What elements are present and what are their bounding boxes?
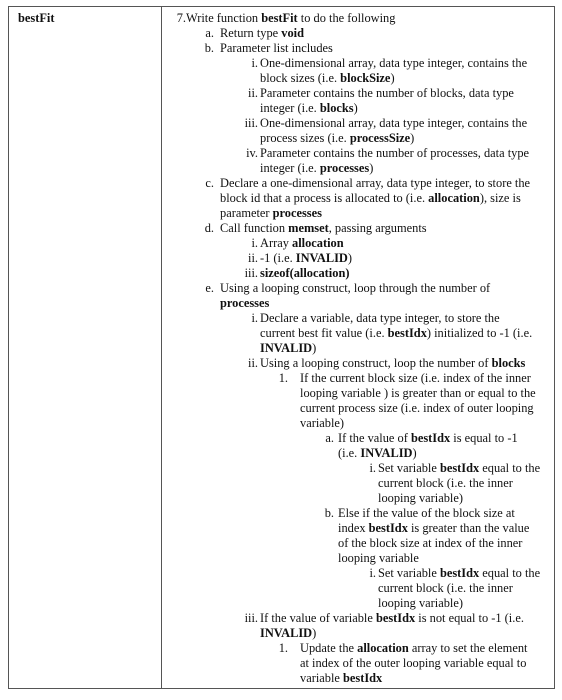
instruction-line: Parameter list includes (220, 41, 333, 55)
instruction-line: block sizes (i.e. blockSize) (260, 71, 395, 85)
list-marker: iii. (244, 611, 258, 625)
list-marker: i. (369, 566, 376, 580)
instruction-line: (i.e. INVALID) (338, 446, 417, 460)
instruction-line: Using a looping construct, loop through the number of (220, 281, 491, 295)
instruction-line: looping variable) (378, 596, 463, 610)
instruction-line: variable) (300, 416, 345, 430)
list-marker: c. (205, 176, 214, 190)
instruction-line: INVALID) (260, 626, 317, 640)
instruction-line: block id that a process is allocated to (i.e. allocation), size is (220, 191, 521, 205)
list-marker: i. (251, 56, 258, 70)
instruction-line: Set variable bestIdx equal to the (378, 461, 541, 475)
list-marker: e. (205, 281, 214, 295)
instruction-line: -1 (i.e. INVALID) (260, 251, 353, 265)
list-marker: a. (205, 26, 214, 40)
list-marker: b. (204, 41, 214, 55)
instruction-line: of the block size at index of the inner (338, 536, 523, 550)
list-marker: 1. (278, 641, 288, 655)
instruction-line: One-dimensional array, data type integer, contains the (260, 56, 528, 70)
instruction-line: Set variable bestIdx equal to the (378, 566, 541, 580)
instruction-line: Parameter contains the number of blocks, data type (260, 86, 514, 100)
instruction-line: current block (i.e. the inner (378, 581, 513, 595)
instruction-line: looping variable ) is greater than or equal to the (300, 386, 536, 400)
instruction-line: Call function memset, passing arguments (220, 221, 427, 235)
list-marker: a. (325, 431, 334, 445)
list-marker: i. (251, 311, 258, 325)
instruction-line: INVALID) (260, 341, 317, 355)
function-name-cell: bestFit (18, 11, 55, 25)
list-marker: ii. (248, 86, 258, 100)
instruction-line: Write function bestFit to do the following (186, 11, 396, 25)
list-marker: iii. (244, 266, 258, 280)
instructions-cell (162, 7, 554, 688)
list-marker: iv. (246, 146, 258, 160)
instruction-line: Parameter contains the number of processes, data type (260, 146, 530, 160)
instruction-line: looping variable (338, 551, 419, 565)
list-marker: i. (251, 236, 258, 250)
list-marker: ii. (248, 251, 258, 265)
instruction-line: process sizes (i.e. processSize) (260, 131, 415, 145)
instruction-line: integer (i.e. processes) (260, 161, 374, 175)
instruction-line: Declare a variable, data type integer, to store the (260, 311, 500, 325)
instruction-line: current process size (i.e. index of outer looping (300, 401, 534, 415)
instruction-table (8, 6, 555, 689)
instruction-line: current block (i.e. the inner (378, 476, 513, 490)
instruction-line: index bestIdx is greater than the value (338, 521, 530, 535)
instruction-line: Declare a one-dimensional array, data type integer, to store the (220, 176, 531, 190)
list-marker: d. (204, 221, 214, 235)
instruction-line: Using a looping construct, loop the number of blocks (260, 356, 526, 370)
instruction-line: current best fit value (i.e. bestIdx) initialized to -1 (i.e. (260, 326, 533, 340)
instruction-line: Update the allocation array to set the element (300, 641, 528, 655)
instruction-line: Else if the value of the block size at (338, 506, 515, 520)
instruction-line: Return type void (220, 26, 304, 40)
list-marker: 1. (278, 371, 288, 385)
instruction-line: sizeof(allocation) (260, 266, 350, 280)
instruction-line: If the value of bestIdx is equal to -1 (338, 431, 518, 445)
list-marker: ii. (248, 356, 258, 370)
list-marker: iii. (244, 116, 258, 130)
instruction-line: If the current block size (i.e. index of the inner (300, 371, 531, 385)
instruction-line: One-dimensional array, data type integer, contains the (260, 116, 528, 130)
instruction-line: at index of the outer looping variable equal to (300, 656, 527, 670)
instruction-line: looping variable) (378, 491, 463, 505)
list-marker: b. (324, 506, 334, 520)
instruction-line: processes (220, 296, 270, 310)
instruction-line: parameter processes (220, 206, 322, 220)
list-marker: i. (369, 461, 376, 475)
list-marker: 7. (176, 11, 186, 25)
instruction-line: integer (i.e. blocks) (260, 101, 358, 115)
instruction-line: variable bestIdx (300, 671, 383, 685)
instruction-line: Array allocation (260, 236, 344, 250)
instruction-line: If the value of variable bestIdx is not equal to -1 (i.e. (260, 611, 524, 625)
